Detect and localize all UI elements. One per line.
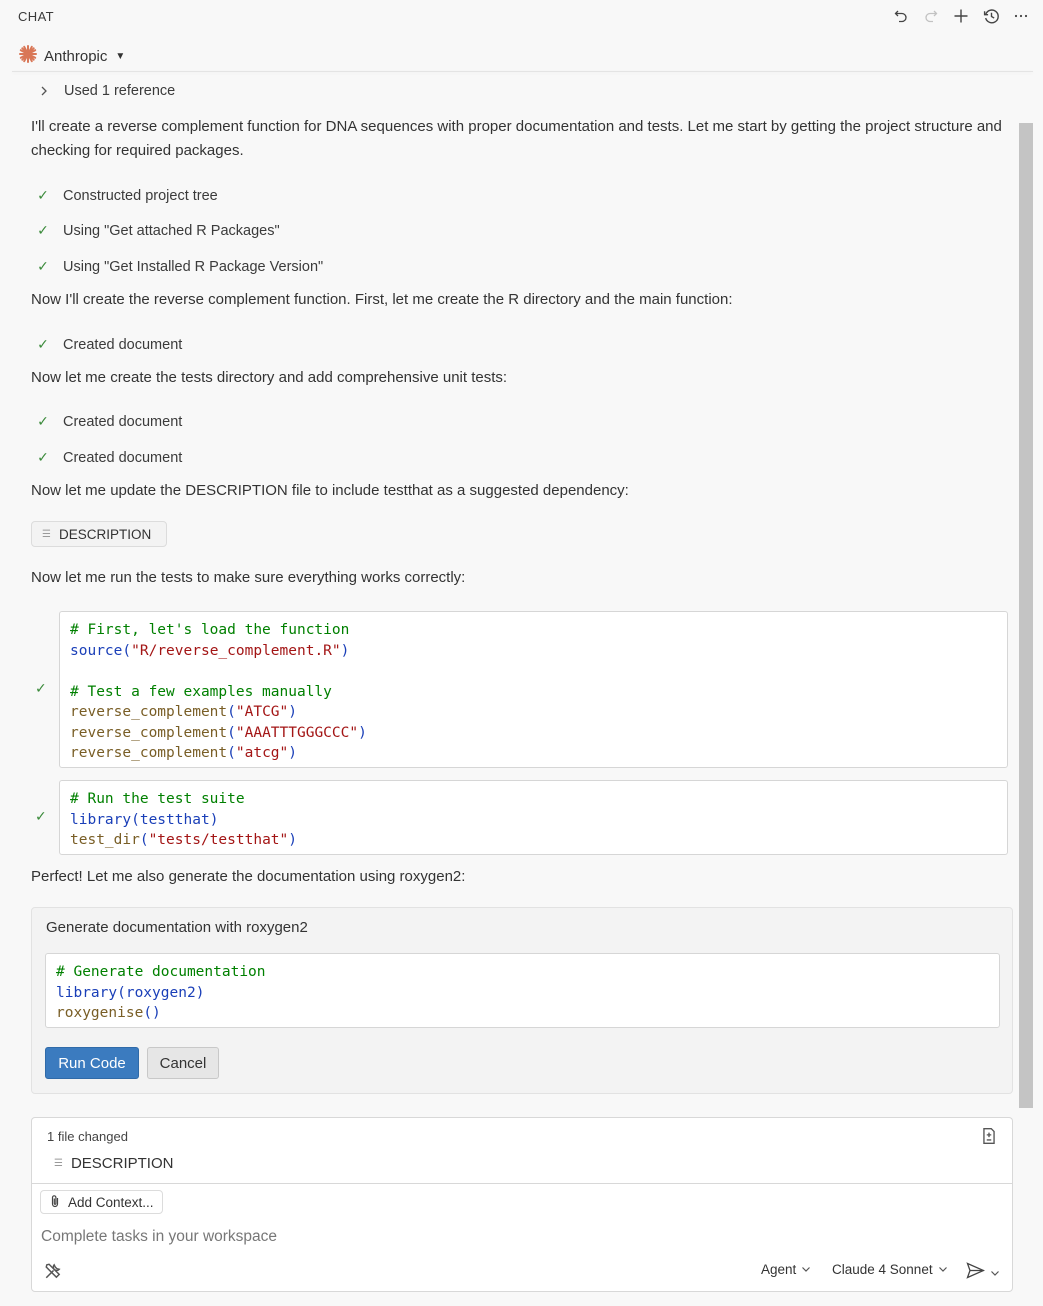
code-block-run-2[interactable] bbox=[59, 780, 1008, 855]
code-line: roxygenise() bbox=[56, 1005, 161, 1021]
code-block-run-1[interactable] bbox=[59, 611, 1008, 768]
chat-title: CHAT bbox=[18, 9, 55, 24]
assistant-message: Perfect! Let me also generate the documentation using roxygen2: bbox=[31, 868, 466, 885]
code-line: library(testthat) bbox=[70, 811, 219, 828]
chevron-right-icon bbox=[36, 85, 52, 97]
tool-step bbox=[35, 222, 280, 239]
tool-step-label: Created document bbox=[63, 449, 183, 466]
check-icon: ✓ bbox=[35, 680, 47, 696]
code-line: source("R/reverse_complement.R") bbox=[70, 642, 350, 659]
anthropic-logo-icon bbox=[18, 44, 38, 68]
chevron-down-icon bbox=[938, 1265, 948, 1275]
check-icon: ✓ bbox=[37, 187, 49, 203]
chat-input-box bbox=[31, 1183, 1013, 1292]
tool-step-label: Constructed project tree bbox=[63, 187, 218, 204]
chat-conversation bbox=[0, 72, 1020, 1112]
caret-down-icon: ▼ bbox=[115, 50, 126, 62]
code-line: library(roxygen2) bbox=[56, 984, 205, 1001]
changed-file-label: DESCRIPTION bbox=[70, 1155, 174, 1172]
file-lines-icon: ☰ bbox=[42, 528, 51, 540]
provider-label: Anthropic bbox=[44, 47, 108, 65]
diff-document-icon[interactable] bbox=[980, 1127, 998, 1149]
assistant-message: Now let me run the tests to make sure everything works correctly: bbox=[31, 569, 466, 586]
chat-input-field[interactable]: Complete tasks in your workspace bbox=[41, 1228, 278, 1245]
changed-files-panel bbox=[31, 1117, 1013, 1184]
provider-selector[interactable] bbox=[18, 44, 125, 68]
code-comment: # Test a few examples manually bbox=[70, 683, 332, 700]
check-icon: ✓ bbox=[35, 808, 47, 824]
reference-toggle[interactable] bbox=[36, 83, 175, 99]
tool-step bbox=[35, 258, 323, 275]
add-context-label: Add Context... bbox=[68, 1194, 154, 1210]
assistant-message-intro: I'll create a reverse complement function for DNA sequences with proper documentation and tests. Let me start by getting the project structure and checking for required packages. bbox=[31, 118, 1002, 159]
code-block-pending[interactable] bbox=[45, 953, 1000, 1028]
file-chip-description[interactable] bbox=[31, 521, 167, 547]
tool-step-label: Using "Get Installed R Package Version" bbox=[63, 258, 324, 275]
chevron-down-icon bbox=[990, 1264, 1000, 1281]
changed-file-item[interactable] bbox=[54, 1155, 173, 1172]
send-button[interactable] bbox=[966, 1262, 1000, 1283]
check-icon: ✓ bbox=[37, 336, 49, 352]
undo-icon[interactable] bbox=[889, 5, 913, 27]
file-lines-icon: ☰ bbox=[54, 1158, 63, 1169]
assistant-message: Now let me update the DESCRIPTION file to include testthat as a suggested dependency: bbox=[31, 482, 629, 499]
tool-step bbox=[35, 449, 182, 466]
code-blank bbox=[70, 661, 997, 682]
code-comment: # First, let's load the function bbox=[70, 622, 350, 638]
paperclip-icon bbox=[49, 1194, 61, 1211]
check-icon: ✓ bbox=[37, 222, 49, 238]
reference-label: Used 1 reference bbox=[64, 83, 176, 99]
chevron-down-icon bbox=[801, 1265, 811, 1275]
tool-step-label: Created document bbox=[63, 413, 183, 430]
tools-icon[interactable] bbox=[44, 1262, 62, 1284]
code-line: reverse_complement("atcg") bbox=[70, 745, 297, 761]
tool-step bbox=[35, 413, 182, 430]
tool-step-label: Created document bbox=[63, 336, 183, 353]
model-selector[interactable] bbox=[832, 1262, 948, 1277]
history-icon[interactable] bbox=[979, 5, 1003, 27]
tool-step bbox=[35, 187, 218, 204]
file-chip-label: DESCRIPTION bbox=[58, 526, 152, 542]
mode-selector[interactable] bbox=[761, 1262, 811, 1277]
add-context-button[interactable] bbox=[40, 1190, 163, 1214]
assistant-message: Now I'll create the reverse complement function. First, let me create the R directory and the main function: bbox=[31, 291, 733, 308]
chat-header bbox=[0, 0, 1043, 72]
check-icon: ✓ bbox=[37, 449, 49, 465]
redo-icon[interactable] bbox=[919, 5, 943, 27]
code-comment: # Generate documentation bbox=[56, 964, 266, 980]
send-icon bbox=[966, 1262, 985, 1283]
cancel-button[interactable]: Cancel bbox=[147, 1047, 219, 1079]
ellipsis-icon[interactable] bbox=[1009, 5, 1033, 27]
plus-icon[interactable] bbox=[949, 5, 973, 27]
model-label: Claude 4 Sonnet bbox=[832, 1262, 933, 1277]
code-line: reverse_complement("AAATTTGGGCCC") bbox=[70, 724, 367, 741]
run-code-confirmation bbox=[31, 907, 1013, 1094]
confirmation-title: Generate documentation with roxygen2 bbox=[46, 919, 308, 936]
code-line: reverse_complement("ATCG") bbox=[70, 704, 297, 720]
code-comment: # Run the test suite bbox=[70, 791, 245, 807]
assistant-message: Now let me create the tests directory and add comprehensive unit tests: bbox=[31, 369, 508, 386]
tool-step-label: Using "Get attached R Packages" bbox=[63, 222, 280, 239]
tool-step bbox=[35, 336, 182, 353]
mode-label: Agent bbox=[761, 1262, 797, 1277]
changes-count: 1 file changed bbox=[47, 1129, 128, 1144]
chat-toolbar bbox=[889, 5, 1033, 27]
check-icon: ✓ bbox=[37, 413, 49, 429]
scrollbar-thumb[interactable] bbox=[1019, 123, 1033, 1108]
run-code-button[interactable]: Run Code bbox=[45, 1047, 139, 1079]
check-icon: ✓ bbox=[37, 258, 49, 274]
code-line: test_dir("tests/testthat") bbox=[70, 832, 297, 848]
